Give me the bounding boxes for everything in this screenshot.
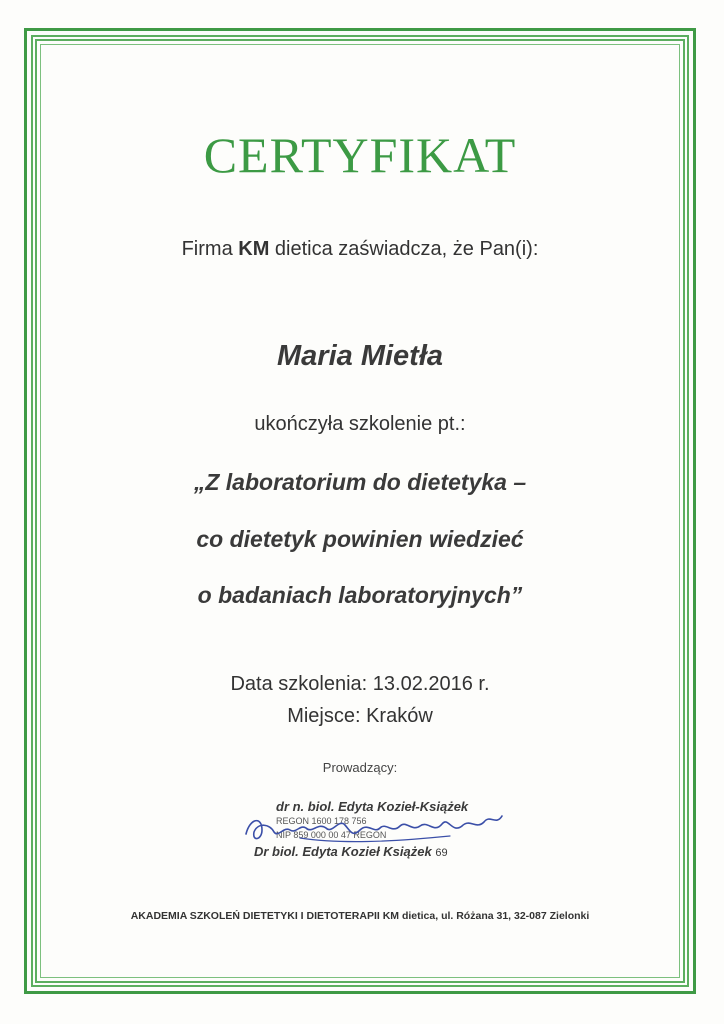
intro-suffix: dietica zaświadcza, że Pan(i):	[269, 238, 539, 260]
recipient-name: Maria Mietła	[277, 340, 443, 372]
course-title-line-3: o badaniach laboratoryjnych”	[197, 582, 523, 608]
stamp-line-2: REGON 1600 178 756	[276, 816, 367, 826]
completed-text: ukończyła szkolenie pt.:	[254, 413, 466, 435]
stamp-line-3: NIP 859 000 00 47 REGON	[276, 830, 387, 840]
training-place: Miejsce: Kraków	[287, 705, 433, 727]
certificate-content	[44, 48, 676, 974]
signatory-text: Dr biol. Edyta Kozieł Książek	[254, 844, 432, 859]
course-title-line-2: co dietetyk powinien wiedzieć	[196, 526, 524, 552]
course-title-line-1: „Z laboratorium do dietetyka –	[193, 469, 527, 495]
footer-address: AKADEMIA SZKOLEŃ DIETETYKI I DIETOTERAPII KM dietica, ul. Różana 31, 32-087 Zielonki	[130, 910, 590, 922]
lecturer-label: Prowadzący:	[322, 760, 398, 775]
signatory-suffix: 69	[435, 847, 448, 859]
intro-text	[44, 238, 676, 261]
signatory-name	[254, 844, 448, 859]
training-date: Data szkolenia: 13.02.2016 r.	[230, 673, 490, 695]
stamp-name: dr n. biol. Edyta Kozieł-Książek	[276, 799, 469, 814]
certificate-title: CERTYFIKAT	[203, 127, 517, 183]
intro-company: KM	[238, 238, 270, 260]
intro-prefix: Firma	[181, 238, 239, 260]
